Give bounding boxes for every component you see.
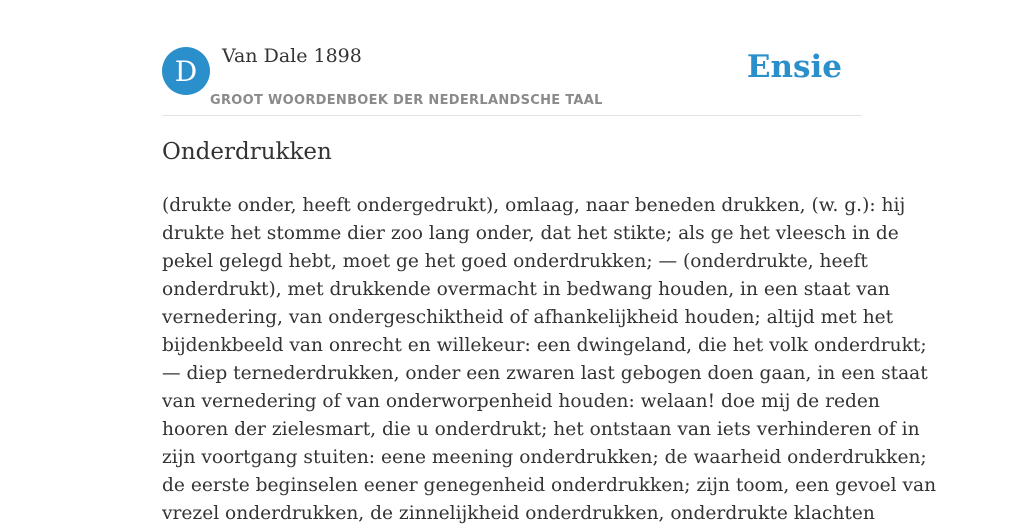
definition-line: bijdenkbeeld van onrecht en willekeur: een dwingeland, die het volk onderdrukt; — [162, 335, 927, 356]
definition-line: drukte het stomme dier zoo lang onder, dat het stikte; als ge het vleesch in de — [162, 223, 899, 244]
header-divider — [162, 115, 862, 116]
source-title[interactable]: Van Dale 1898 — [222, 45, 362, 67]
definition-line: hooren der zielesmart, die u onderdrukt; het ontstaan van iets verhinderen of in — [162, 419, 920, 440]
brand-logo[interactable]: Ensie — [746, 49, 842, 85]
definition-line: vernedering, van ondergeschiktheid of afhankelijkheid houden; altijd met het — [162, 307, 894, 328]
definition-line: zijn voortgang stuiten: eene meening onderdrukken; de waarheid onderdrukken; — [162, 447, 927, 468]
entry-definition — [162, 192, 937, 528]
entry-headword: Onderdrukken — [162, 139, 332, 165]
definition-line: — diep ternederdrukken, onder een zwaren last gebogen doen gaan, in een staat — [162, 363, 928, 384]
source-subtitle: GROOT WOORDENBOEK DER NEDERLANDSCHE TAAL — [210, 93, 603, 108]
definition-line: onderdrukt), met drukkende overmacht in bedwang houden, in een staat van — [162, 279, 890, 300]
definition-line: pekel gelegd hebt, moet ge het goed onderdrukken; — (onderdrukte, heeft — [162, 251, 868, 272]
dictionary-card — [162, 0, 937, 524]
definition-line: (drukte onder, heeft ondergedrukt), omlaag, naar beneden drukken, (w. g.): hij — [162, 195, 906, 216]
definition-line: vrezel onderdrukken, de zinnelijkheid onderdrukken, onderdrukte klachten — [162, 503, 875, 524]
source-logo-icon[interactable]: D — [162, 47, 210, 95]
definition-line: de eerste beginselen eener genegenheid onderdrukken; zijn toom, een gevoel van — [162, 475, 937, 496]
definition-line: van vernedering of van onderworpenheid houden: welaan! doe mij de reden — [162, 391, 880, 412]
